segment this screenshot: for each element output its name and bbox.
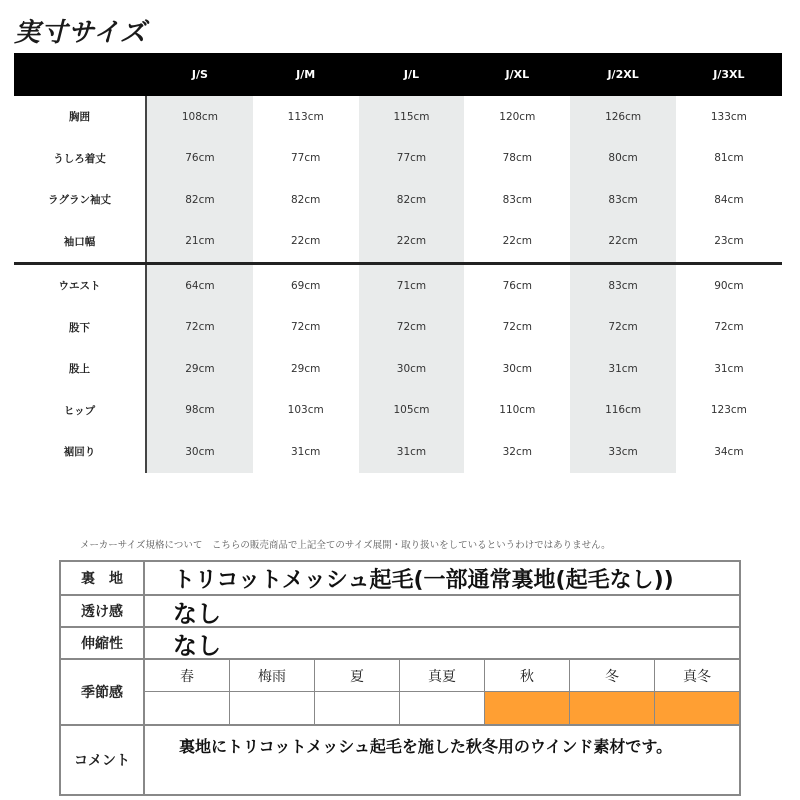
page-title: 実寸サイズ: [14, 18, 147, 48]
size-col-header: J/S: [191, 68, 208, 81]
season-mark-inactive: [314, 692, 399, 724]
size-cell: 22cm: [291, 235, 321, 248]
size-row: [14, 307, 782, 349]
season-name: 梅雨: [229, 660, 314, 691]
size-cell: 77cm: [291, 152, 321, 165]
season-name: 冬: [569, 660, 654, 691]
size-cell: 77cm: [359, 138, 465, 180]
size-col-header: J/3XL: [713, 68, 745, 81]
size-row-label: 股上: [14, 348, 147, 390]
size-cell: 22cm: [359, 221, 465, 263]
size-cell: 72cm: [502, 321, 532, 334]
size-cell: 82cm: [359, 179, 465, 221]
size-cell: 22cm: [502, 235, 532, 248]
size-cell: 31cm: [291, 445, 321, 458]
feature-row-lining: [61, 562, 739, 596]
size-row-label: ラグラン袖丈: [14, 179, 147, 221]
size-row-label: ウエスト: [14, 265, 147, 307]
season-mark-inactive: [399, 692, 484, 724]
size-cell: 98cm: [147, 390, 253, 432]
size-row: [14, 431, 782, 473]
size-cell: 69cm: [291, 279, 321, 292]
size-cell: 33cm: [570, 431, 676, 473]
size-row: [14, 138, 782, 180]
size-col-header: J/XL: [505, 68, 530, 81]
size-cell: 123cm: [710, 404, 747, 417]
feature-row-comment: [61, 726, 739, 794]
size-row: [14, 348, 782, 390]
size-row: [14, 179, 782, 221]
size-cell: 82cm: [291, 193, 321, 206]
feature-value: トリコットメッシュ起毛(一部通常裏地(起毛なし)): [173, 567, 674, 593]
season-name: 秋: [484, 660, 569, 691]
season-name-row: [145, 660, 739, 691]
season-name: 真夏: [399, 660, 484, 691]
size-cell: 64cm: [147, 265, 253, 307]
season-mark-inactive: [145, 692, 229, 724]
size-block-top: [14, 96, 782, 262]
size-cell: 30cm: [359, 348, 465, 390]
size-cell: 78cm: [502, 152, 532, 165]
size-cell: 81cm: [714, 152, 744, 165]
size-cell: 30cm: [502, 362, 532, 375]
feature-label: 季節感: [61, 660, 145, 724]
size-col-header: J/M: [296, 68, 316, 81]
size-cell: 110cm: [499, 404, 536, 417]
size-row-label: 袖口幅: [14, 221, 147, 263]
size-row-label: 股下: [14, 307, 147, 349]
size-cell: 76cm: [502, 279, 532, 292]
season-mark-inactive: [229, 692, 314, 724]
feature-row-season: [61, 660, 739, 726]
size-cell: 29cm: [291, 362, 321, 375]
feature-value: なし: [173, 631, 221, 660]
size-cell: 120cm: [499, 110, 536, 123]
size-cell: 126cm: [570, 96, 676, 138]
size-col-header: J/2XL: [607, 68, 639, 81]
season-grid: [145, 660, 739, 724]
size-cell: 108cm: [147, 96, 253, 138]
size-cell: 22cm: [570, 221, 676, 263]
size-cell: 105cm: [359, 390, 465, 432]
size-cell: 72cm: [714, 321, 744, 334]
size-cell: 90cm: [714, 279, 744, 292]
feature-label: 裏 地: [61, 562, 145, 594]
size-row-label: 裾回り: [14, 431, 147, 473]
size-cell: 31cm: [570, 348, 676, 390]
size-cell: 113cm: [287, 110, 324, 123]
feature-row-stretch: [61, 628, 739, 660]
size-cell: 32cm: [502, 445, 532, 458]
size-row: [14, 96, 782, 138]
size-row: [14, 221, 782, 263]
feature-row-sheer: [61, 596, 739, 628]
size-cell: 23cm: [714, 235, 744, 248]
size-row-label: 胸囲: [14, 96, 147, 138]
size-cell: 21cm: [147, 221, 253, 263]
size-cell: 80cm: [570, 138, 676, 180]
size-row-label: ヒップ: [14, 390, 147, 432]
size-row-label: うしろ着丈: [14, 138, 147, 180]
size-cell: 30cm: [147, 431, 253, 473]
size-cell: 72cm: [291, 321, 321, 334]
size-note: メーカーサイズ規格について こちらの販売商品で上記全てのサイズ展開・取り扱いをしているというわけではありません。: [80, 540, 611, 551]
size-cell: 115cm: [359, 96, 465, 138]
feature-value: なし: [173, 599, 221, 628]
size-cell: 116cm: [570, 390, 676, 432]
size-chart: [14, 53, 782, 473]
size-cell: 71cm: [359, 265, 465, 307]
size-cell: 29cm: [147, 348, 253, 390]
size-block-bottom: [14, 265, 782, 473]
size-cell: 83cm: [570, 179, 676, 221]
feature-label: コメント: [61, 726, 145, 794]
size-cell: 84cm: [714, 193, 744, 206]
size-cell: 103cm: [287, 404, 324, 417]
size-cell: 72cm: [570, 307, 676, 349]
size-cell: 133cm: [710, 110, 747, 123]
season-mark-active: [569, 692, 654, 724]
size-cell: 83cm: [502, 193, 532, 206]
feature-label: 透け感: [61, 596, 145, 626]
size-header-row: [14, 53, 782, 96]
size-col-header: J/L: [403, 68, 420, 81]
season-name: 夏: [314, 660, 399, 691]
season-name: 真冬: [654, 660, 739, 691]
feature-table: [59, 560, 741, 796]
season-mark-active: [654, 692, 739, 724]
size-row: [14, 265, 782, 307]
size-cell: 31cm: [359, 431, 465, 473]
size-cell: 72cm: [147, 307, 253, 349]
feature-value: 裏地にトリコットメッシュ起毛を施した秋冬用のウインド素材です。: [179, 737, 673, 756]
feature-label: 伸縮性: [61, 628, 145, 658]
season-name: 春: [180, 668, 194, 685]
size-cell: 83cm: [570, 265, 676, 307]
season-mark-row: [145, 691, 739, 724]
size-cell: 34cm: [714, 445, 744, 458]
size-cell: 72cm: [359, 307, 465, 349]
size-cell: 76cm: [147, 138, 253, 180]
size-cell: 82cm: [147, 179, 253, 221]
size-row: [14, 390, 782, 432]
size-cell: 31cm: [714, 362, 744, 375]
season-mark-active: [484, 692, 569, 724]
